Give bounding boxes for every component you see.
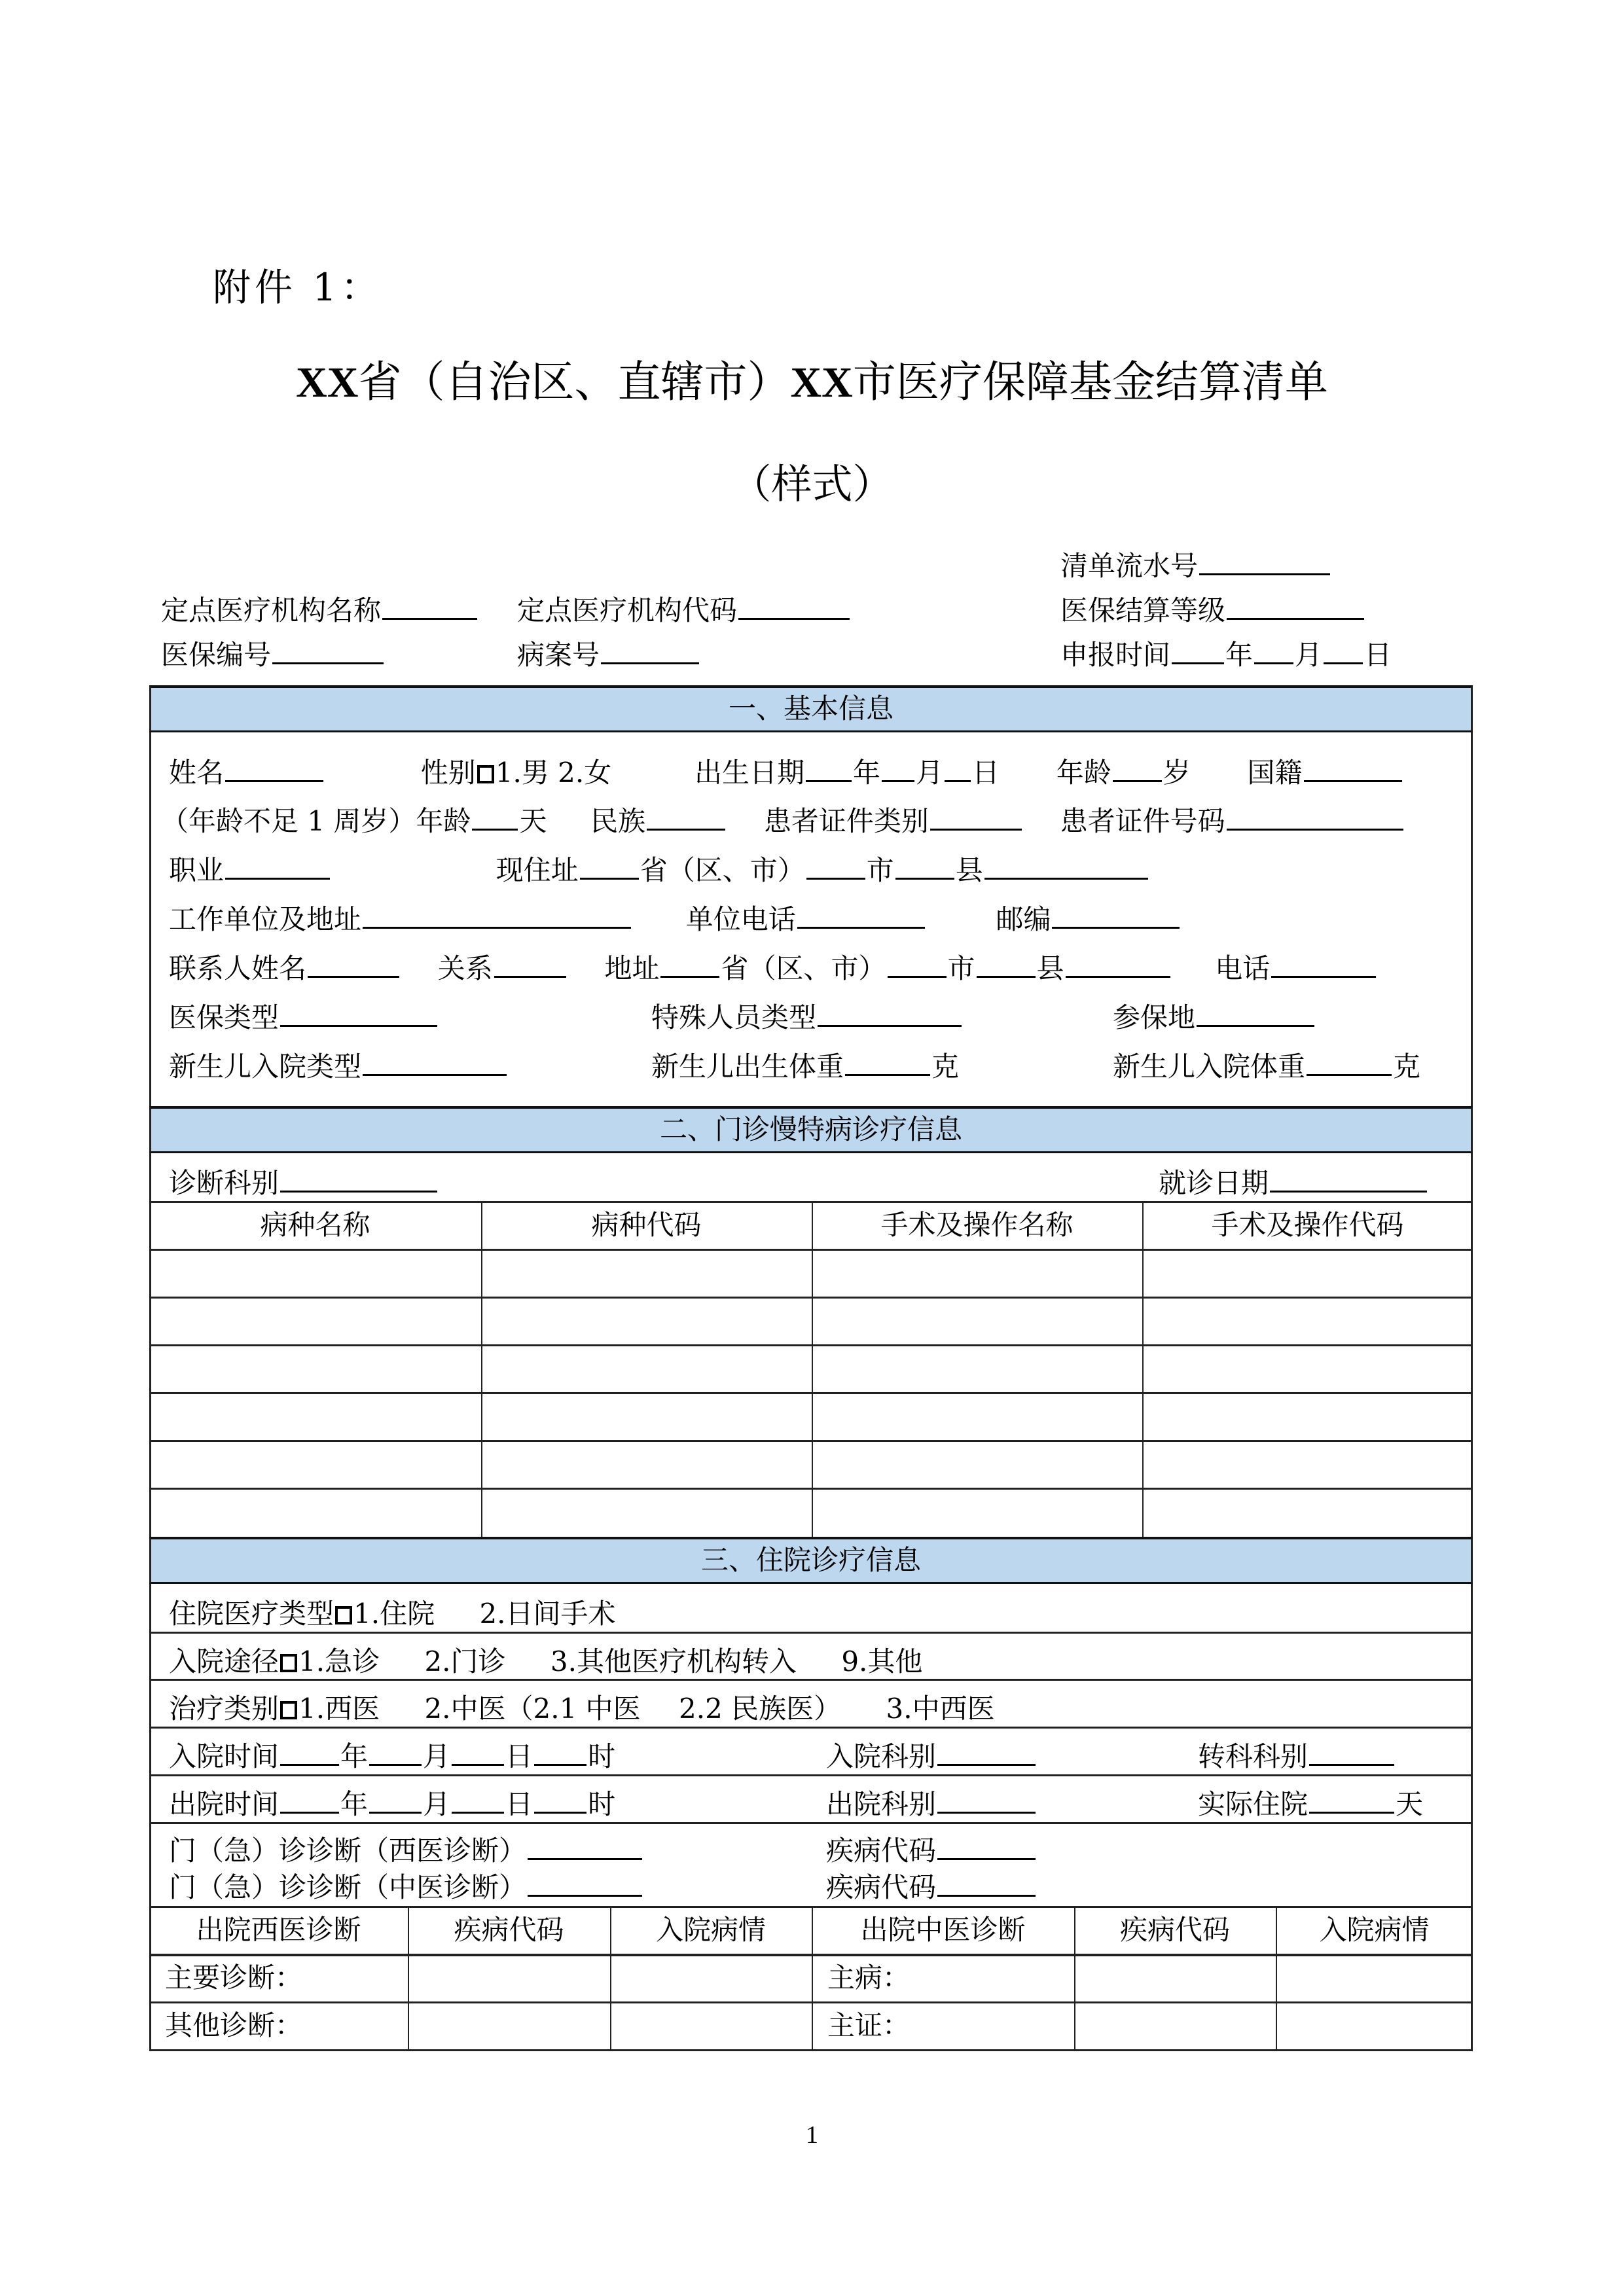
actual-stay-field	[1198, 1783, 1423, 1822]
month-label: 月	[916, 757, 944, 789]
employer-phone-blank[interactable]	[797, 905, 925, 929]
diagnosis-dept-field	[169, 1162, 439, 1201]
day-label: 日	[505, 1788, 533, 1820]
visit-date-label: 就诊日期	[1159, 1167, 1269, 1199]
year-label: 年	[852, 757, 880, 789]
newborn-admission-weight-label: 新生儿入院体重	[1113, 1050, 1306, 1083]
hosp-type-checkbox[interactable]	[335, 1606, 352, 1624]
contact-province-blank[interactable]	[660, 954, 719, 978]
admission-route-option: 3.其他医疗机构转入	[550, 1645, 797, 1677]
insured-place-label: 参保地	[1113, 1001, 1196, 1033]
discharge-year-blank[interactable]	[280, 1789, 339, 1814]
column-divider	[481, 1201, 482, 1537]
institution-code-field[interactable]	[517, 589, 851, 628]
col-header-disease-code: 病种代码	[591, 1209, 702, 1241]
row-divider	[149, 1249, 1473, 1251]
main-diagnosis-label: 主要诊断：	[165, 1962, 303, 1994]
row-divider	[149, 1344, 1473, 1346]
treatment-type-option: 2.中医（2.1 中医	[424, 1693, 641, 1725]
row-divider	[149, 1488, 1473, 1490]
outpatient-chinese-diagnosis-label: 门（急）诊诊断（中医诊断）	[169, 1871, 527, 1903]
document-title	[0, 347, 1624, 409]
title-province-placeholder: XX	[296, 359, 359, 406]
row-divider	[149, 1297, 1473, 1299]
year-label: 年	[1225, 639, 1254, 671]
other-diagnosis-label: 其他诊断：	[165, 2009, 303, 2041]
province-label: 省（区、市）	[640, 854, 805, 886]
row-divider	[149, 1679, 1473, 1681]
basic-info-row-1	[169, 751, 1403, 791]
nationality-blank[interactable]	[1304, 758, 1402, 782]
settlement-level-label: 医保结算等级	[1060, 594, 1226, 626]
section-inpatient-header: 三、住院诊疗信息	[149, 1537, 1473, 1584]
title-part1: 省（自治区、直辖市）	[358, 357, 791, 407]
contact-address-detail-blank[interactable]	[1066, 954, 1170, 978]
basic-info-row-6	[169, 996, 439, 1035]
id-type-label: 患者证件类别	[763, 805, 929, 837]
row-divider	[149, 1392, 1473, 1394]
document-subtitle: （样式）	[731, 460, 893, 508]
occupation-label: 职业	[169, 854, 225, 886]
newborn-birth-weight-label: 新生儿出生体重	[651, 1050, 844, 1083]
transfer-dept-label: 转科科别	[1198, 1740, 1308, 1772]
year-label: 年	[340, 1788, 369, 1820]
actual-stay-label: 实际住院	[1198, 1788, 1308, 1820]
admission-route-checkbox[interactable]	[280, 1654, 297, 1672]
year-label: 年	[340, 1740, 369, 1772]
outpatient-chinese-diagnosis-field	[169, 1866, 643, 1905]
insured-place-blank[interactable]	[1197, 1003, 1314, 1027]
treatment-type-label: 治疗类别	[169, 1693, 280, 1725]
address-province-blank[interactable]	[580, 855, 639, 880]
id-type-blank[interactable]	[930, 806, 1022, 831]
case-no-blank[interactable]	[601, 640, 699, 664]
main-disease-label: 主病：	[827, 1962, 911, 1994]
gender-checkbox[interactable]	[477, 765, 494, 783]
basic-info-row-5	[169, 947, 1377, 986]
admission-time-field	[169, 1735, 615, 1774]
section-outpatient-header: 二、门诊慢特病诊疗信息	[149, 1106, 1473, 1153]
treatment-type-option: 2.2 民族医）	[679, 1693, 842, 1725]
address-city-blank[interactable]	[806, 855, 865, 880]
outpatient-chinese-code-field	[826, 1866, 1037, 1905]
day-unit: 天	[1396, 1788, 1424, 1820]
section-basic-info-header: 一、基本信息	[149, 685, 1473, 732]
city-label: 市	[866, 854, 894, 886]
basic-info-row-7	[169, 1045, 508, 1085]
col-header-procedure-code: 手术及操作代码	[1211, 1209, 1404, 1241]
newborn-admission-weight-blank[interactable]	[1307, 1052, 1392, 1076]
day-label: 日	[1364, 639, 1392, 671]
newborn-admission-type-label: 新生儿入院类型	[169, 1050, 362, 1083]
admission-dept-field	[826, 1735, 1037, 1774]
contact-address-label: 地址	[604, 952, 660, 984]
actual-stay-blank[interactable]	[1309, 1789, 1394, 1814]
outpatient-chinese-diagnosis-blank[interactable]	[528, 1873, 642, 1897]
hosp-type-option: 1.住院	[353, 1598, 435, 1630]
infant-age-blank[interactable]	[472, 806, 518, 831]
col-header-chinese-disease-code: 疾病代码	[1119, 1914, 1230, 1946]
newborn-birth-weight-blank[interactable]	[845, 1052, 930, 1076]
col-header-western-diagnosis: 出院西医诊断	[196, 1914, 361, 1946]
employer-label: 工作单位及地址	[169, 903, 362, 935]
row-divider	[149, 1632, 1473, 1634]
discharge-day-blank[interactable]	[452, 1789, 504, 1814]
birth-date-label: 出生日期	[694, 757, 804, 789]
occupation-blank[interactable]	[225, 855, 330, 880]
admission-hour-blank[interactable]	[534, 1742, 586, 1766]
gram-unit: 克	[931, 1050, 960, 1083]
attachment-label: 附件 1：	[213, 265, 383, 310]
institution-name-label: 定点医疗机构名称	[161, 594, 382, 626]
settlement-level-blank[interactable]	[1227, 596, 1364, 620]
page-number: 1	[806, 2121, 818, 2149]
infant-age-label: （年龄不足 1 周岁）年龄	[161, 805, 471, 837]
title-city-placeholder: XX	[790, 359, 853, 406]
postcode-label: 邮编	[996, 903, 1051, 935]
special-person-type-field	[651, 996, 963, 1035]
birth-year-blank[interactable]	[806, 758, 852, 782]
contact-county-blank[interactable]	[977, 954, 1036, 978]
contact-phone-label: 电话	[1215, 952, 1271, 984]
discharge-dept-blank[interactable]	[937, 1789, 1036, 1814]
newborn-admission-weight-field	[1113, 1045, 1420, 1085]
main-syndrome-label: 主证：	[827, 2009, 911, 2041]
contact-phone-blank[interactable]	[1271, 954, 1376, 978]
address-county-blank[interactable]	[895, 855, 954, 880]
visit-date-field	[1159, 1162, 1428, 1201]
month-label: 月	[423, 1788, 451, 1820]
serial-no-field[interactable]	[1060, 545, 1331, 584]
column-divider	[812, 1201, 813, 1537]
outpatient-western-code-blank[interactable]	[937, 1836, 1036, 1860]
institution-name-field[interactable]	[161, 589, 478, 628]
hospitalization-type-row	[169, 1592, 616, 1632]
insurance-type-label: 医保类型	[169, 1001, 280, 1033]
disease-code-label: 疾病代码	[826, 1835, 937, 1867]
admission-year-blank[interactable]	[280, 1742, 339, 1766]
infant-age-unit: 天	[519, 805, 547, 837]
report-month-blank[interactable]	[1254, 640, 1293, 664]
hosp-type-option: 2.日间手术	[479, 1598, 616, 1630]
gender-label: 性别	[420, 757, 476, 789]
contact-city-blank[interactable]	[888, 954, 947, 978]
row-divider	[149, 1954, 1473, 1956]
row-divider	[149, 1440, 1473, 1442]
month-label: 月	[1295, 639, 1323, 671]
treatment-type-row	[169, 1687, 995, 1727]
serial-no-blank[interactable]	[1199, 551, 1330, 575]
col-header-disease-name: 病种名称	[260, 1209, 370, 1241]
title-part2: 市医疗保障基金结算清单	[852, 357, 1328, 407]
institution-code-label: 定点医疗机构代码	[517, 594, 738, 626]
ethnicity-blank[interactable]	[647, 806, 725, 831]
special-person-type-blank[interactable]	[818, 1003, 962, 1027]
age-unit: 岁	[1163, 757, 1191, 789]
gram-unit: 克	[1393, 1050, 1421, 1083]
institution-code-blank[interactable]	[738, 596, 850, 620]
discharge-hour-blank[interactable]	[534, 1789, 586, 1814]
institution-name-blank[interactable]	[382, 596, 477, 620]
treatment-type-option: 1.西医	[298, 1693, 380, 1725]
outpatient-western-diagnosis-blank[interactable]	[528, 1836, 642, 1860]
outpatient-chinese-code-blank[interactable]	[937, 1873, 1036, 1897]
age-blank[interactable]	[1113, 758, 1162, 782]
discharge-time-label: 出院时间	[169, 1788, 280, 1820]
admission-day-blank[interactable]	[452, 1742, 504, 1766]
hour-label: 时	[588, 1740, 616, 1772]
outpatient-western-code-field	[826, 1829, 1037, 1869]
case-no-field[interactable]	[517, 634, 700, 673]
age-label: 年龄	[1056, 757, 1111, 789]
relation-blank[interactable]	[494, 954, 566, 978]
ethnicity-label: 民族	[590, 805, 646, 837]
nationality-label: 国籍	[1247, 757, 1303, 789]
diagnosis-dept-label: 诊断科别	[169, 1167, 280, 1199]
discharge-dept-label: 出院科别	[826, 1788, 937, 1820]
county-label: 县	[955, 854, 983, 886]
discharge-dept-field	[826, 1783, 1037, 1822]
admission-route-row	[169, 1640, 922, 1679]
row-divider	[149, 1727, 1473, 1729]
insurance-no-label: 医保编号	[161, 639, 272, 671]
gender-options: 1.男 2.女	[495, 757, 612, 789]
insured-place-field	[1113, 996, 1316, 1035]
outpatient-western-diagnosis-field	[169, 1829, 643, 1869]
admission-route-option: 2.门诊	[424, 1645, 506, 1677]
day-label: 日	[972, 757, 1000, 789]
basic-info-row-4	[169, 898, 1181, 937]
hour-label: 时	[588, 1788, 616, 1820]
column-divider	[1142, 1201, 1144, 1537]
col-header-western-disease-code: 疾病代码	[454, 1914, 564, 1946]
basic-info-row-2	[161, 800, 1405, 839]
current-address-label: 现住址	[496, 854, 579, 886]
treatment-type-option: 3.中西医	[886, 1693, 995, 1725]
employer-blank[interactable]	[363, 905, 631, 929]
case-no-label: 病案号	[517, 639, 600, 671]
col-header-chinese-admission-condition: 入院病情	[1319, 1914, 1430, 1946]
row-divider	[149, 1822, 1473, 1824]
outpatient-western-diagnosis-label: 门（急）诊诊断（西医诊断）	[169, 1835, 527, 1867]
newborn-birth-weight-field	[651, 1045, 959, 1085]
transfer-dept-blank[interactable]	[1309, 1742, 1394, 1766]
hosp-type-label: 住院医疗类型	[169, 1598, 334, 1630]
col-header-western-admission-condition: 入院病情	[655, 1914, 766, 1946]
admission-route-option: 9.其他	[841, 1645, 923, 1677]
col-header-procedure-name: 手术及操作名称	[880, 1209, 1074, 1241]
col-header-chinese-diagnosis: 出院中医诊断	[860, 1914, 1026, 1946]
serial-no-label: 清单流水号	[1060, 550, 1199, 582]
diagnosis-dept-blank[interactable]	[280, 1168, 437, 1193]
treatment-type-checkbox[interactable]	[280, 1701, 297, 1719]
special-person-type-label: 特殊人员类型	[651, 1001, 817, 1033]
county-label: 县	[1036, 952, 1064, 984]
insurance-no-blank[interactable]	[272, 640, 384, 664]
discharge-month-blank[interactable]	[369, 1789, 422, 1814]
id-no-blank[interactable]	[1227, 806, 1403, 831]
discharge-time-field	[169, 1783, 615, 1822]
row-divider	[149, 1774, 1473, 1776]
day-label: 日	[505, 1740, 533, 1772]
admission-time-label: 入院时间	[169, 1740, 280, 1772]
visit-date-blank[interactable]	[1270, 1168, 1427, 1193]
city-label: 市	[947, 952, 975, 984]
admission-route-option: 1.急诊	[298, 1645, 380, 1677]
postcode-blank[interactable]	[1052, 905, 1180, 929]
province-label: 省（区、市）	[721, 952, 886, 984]
insurance-no-field[interactable]	[161, 634, 385, 673]
address-detail-blank[interactable]	[984, 855, 1148, 880]
report-time-label: 申报时间	[1060, 639, 1171, 671]
table-bottom-border	[149, 2049, 1473, 2051]
birth-month-blank[interactable]	[882, 758, 914, 782]
basic-info-row-3	[169, 849, 1149, 888]
contact-name-label: 联系人姓名	[169, 952, 307, 984]
name-blank[interactable]	[225, 758, 323, 782]
birth-day-blank[interactable]	[945, 758, 971, 782]
disease-code-label: 疾病代码	[826, 1871, 937, 1903]
admission-dept-blank[interactable]	[937, 1742, 1036, 1766]
contact-name-blank[interactable]	[308, 954, 399, 978]
insurance-type-blank[interactable]	[280, 1003, 437, 1027]
admission-dept-label: 入院科别	[826, 1740, 937, 1772]
row-divider	[149, 2001, 1473, 2003]
report-time-field[interactable]	[1060, 634, 1392, 673]
newborn-admission-type-blank[interactable]	[363, 1052, 507, 1076]
report-day-blank[interactable]	[1324, 640, 1363, 664]
name-label: 姓名	[169, 757, 225, 789]
month-label: 月	[423, 1740, 451, 1772]
settlement-level-field[interactable]	[1060, 589, 1365, 628]
id-no-label: 患者证件号码	[1060, 805, 1225, 837]
admission-month-blank[interactable]	[369, 1742, 422, 1766]
transfer-dept-field	[1198, 1735, 1396, 1774]
employer-phone-label: 单位电话	[685, 903, 796, 935]
report-year-blank[interactable]	[1172, 640, 1224, 664]
relation-label: 关系	[437, 952, 493, 984]
admission-route-label: 入院途径	[169, 1645, 280, 1677]
